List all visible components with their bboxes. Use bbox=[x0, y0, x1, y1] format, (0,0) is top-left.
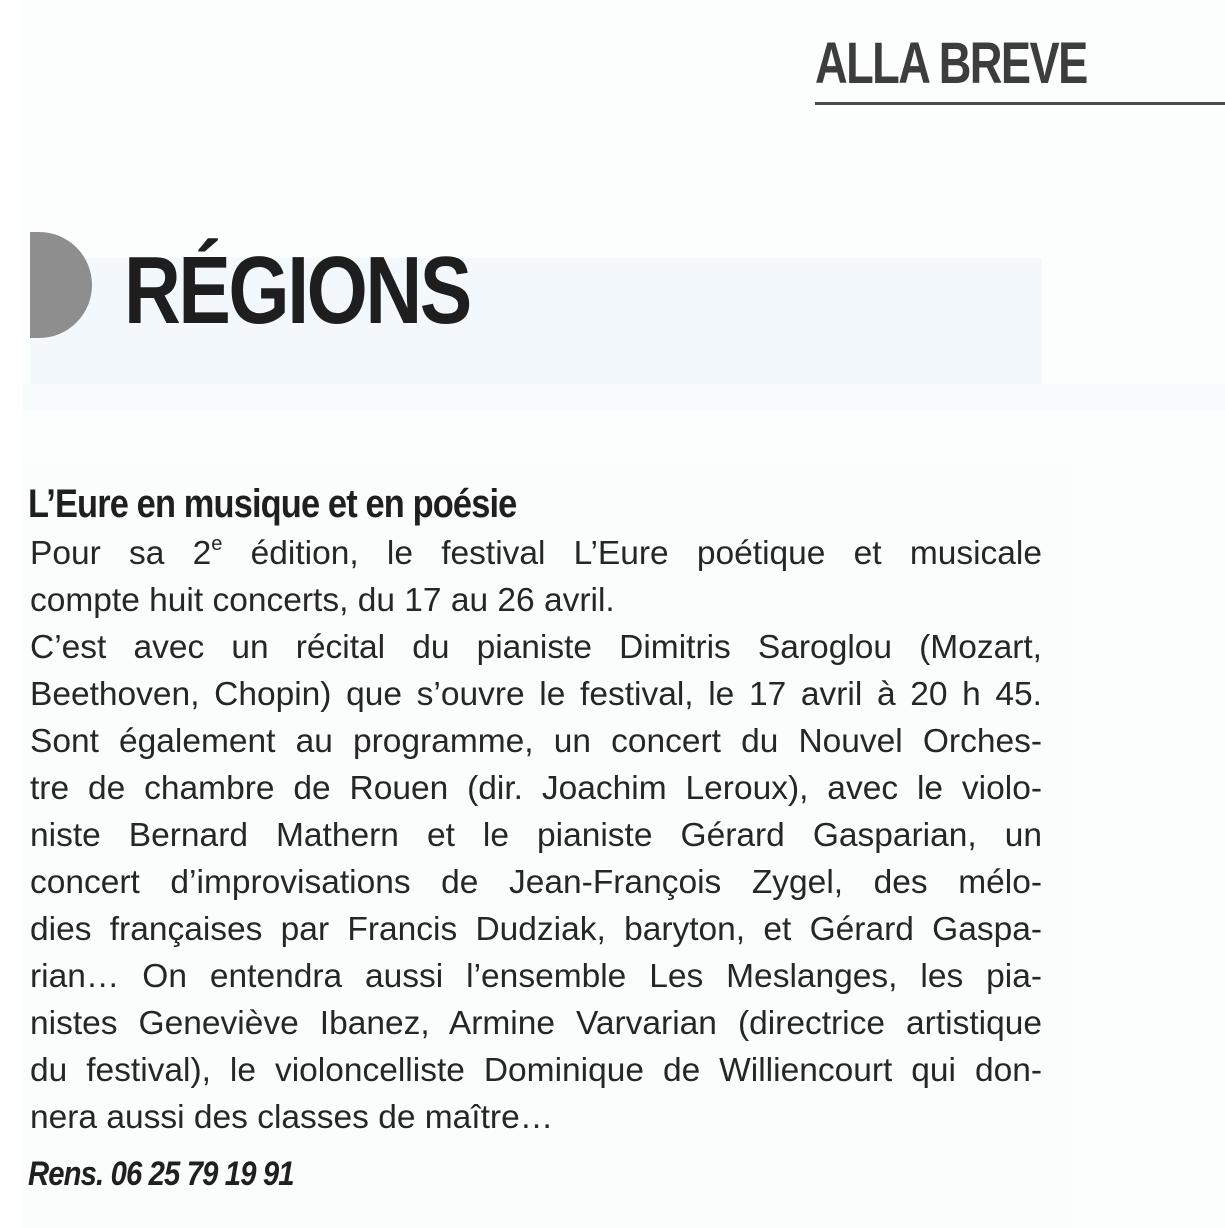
article-line: niste Bernard Mathern et le pianiste Gérard Gasparian, un bbox=[30, 817, 1042, 854]
article-line: rian… On entendra aussi l’ensemble Les Meslanges, les pia- bbox=[30, 958, 1042, 995]
contact-info: Rens. 06 25 79 19 91 bbox=[28, 1155, 294, 1193]
article-headline: L’Eure en musique et en poésie bbox=[28, 482, 517, 526]
article-line-end: édition, le festival L’Eure poétique et musicale bbox=[222, 535, 1042, 572]
article-line: nera aussi des classes de maître… bbox=[30, 1099, 554, 1136]
article-body bbox=[30, 530, 1042, 1141]
article-line: compte huit concerts, du 17 au 26 avril. bbox=[30, 582, 615, 619]
header-rule bbox=[815, 102, 1225, 105]
article-line: du festival), le violoncelliste Dominique de Williencourt qui don- bbox=[30, 1052, 1042, 1089]
section-header bbox=[815, 28, 1225, 106]
article-line: C’est avec un récital du pianiste Dimitris Saroglou (Mozart, bbox=[30, 629, 1042, 666]
article-line: tre de chambre de Rouen (dir. Joachim Leroux), avec le violo- bbox=[30, 770, 1042, 807]
banner-band-shadow bbox=[22, 384, 1225, 410]
regions-title: RÉGIONS bbox=[124, 237, 470, 344]
article-line: dies françaises par Francis Dudziak, baryton, et Gérard Gaspa- bbox=[30, 911, 1042, 948]
ordinal-superscript: e bbox=[211, 532, 223, 555]
article-line: nistes Geneviève Ibanez, Armine Varvarian (directrice artistique bbox=[30, 1005, 1042, 1042]
article-line bbox=[30, 530, 1042, 577]
article-line: Sont également au programme, un concert du Nouvel Orches- bbox=[30, 723, 1042, 760]
article-line-start: Pour sa 2 bbox=[30, 535, 212, 572]
article-line: Beethoven, Chopin) que s’ouvre le festival, le 17 avril à 20 h 45. bbox=[30, 676, 1042, 713]
article-line: concert d’improvisations de Jean-François Zygel, des mélo- bbox=[30, 864, 1042, 901]
section-header-label: ALLA BREVE bbox=[815, 31, 1087, 96]
